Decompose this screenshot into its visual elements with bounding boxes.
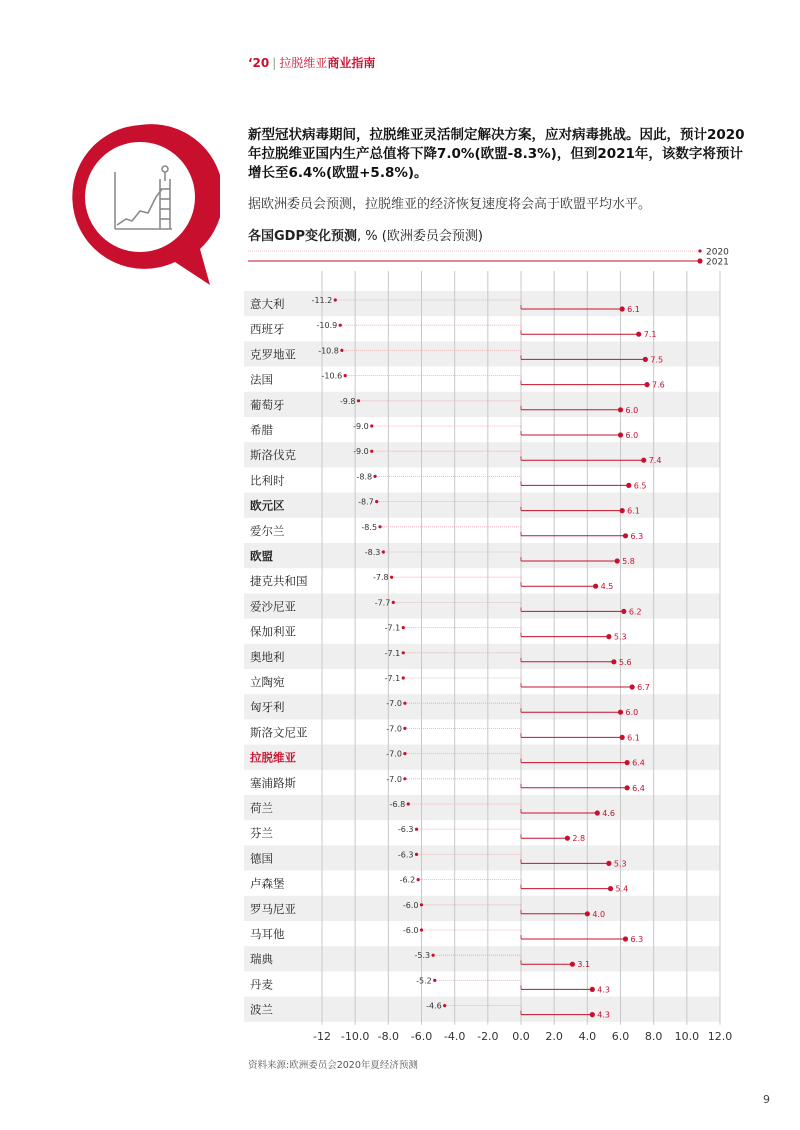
category-label: 欧元区 — [250, 498, 285, 513]
data-label-2021: 6.2 — [628, 607, 642, 617]
category-label: 斯洛文尼亚 — [250, 725, 308, 740]
category-label: 荷兰 — [250, 801, 273, 815]
category-label: 立陶宛 — [250, 675, 285, 689]
data-label-2020: -7.1 — [384, 623, 401, 633]
point-2021 — [625, 760, 630, 765]
data-label-2021: 3.1 — [577, 960, 591, 970]
point-2020 — [415, 853, 418, 856]
row-band — [244, 392, 720, 417]
point-2020 — [375, 500, 378, 503]
point-2020 — [420, 928, 423, 931]
data-label-2020: -10.9 — [316, 321, 338, 331]
point-2021 — [593, 584, 598, 589]
data-label-2021: 5.6 — [618, 657, 632, 667]
point-2021 — [608, 886, 613, 891]
data-label-2021: 6.5 — [633, 481, 647, 491]
point-2020 — [420, 903, 423, 906]
data-label-2020: -8.7 — [358, 497, 374, 507]
row-band — [244, 946, 720, 971]
x-tick-label: 10.0 — [674, 1029, 700, 1043]
point-2020 — [392, 601, 395, 604]
intro-text: 新型冠状病毒期间，拉脱维亚灵活制定解决方案，应对病毒挑战。因此，预计2020年拉脱维亚国内生产总值将下降7.0%(欧盟-8.3%)，但到2021年，该数字将预计增长至6.4%(欧盟+5.8%)。 — [248, 127, 745, 181]
category-label: 奥地利 — [250, 649, 285, 664]
row-band — [244, 795, 720, 820]
data-label-2021: 5.8 — [622, 557, 635, 566]
data-label-2020: -8.3 — [364, 548, 381, 557]
data-label-2021: 6.4 — [632, 783, 645, 793]
x-tick-label: -8.0 — [377, 1029, 400, 1043]
category-label: 斯洛伐克 — [250, 448, 296, 463]
data-label-2020: -6.2 — [399, 875, 416, 885]
data-label-2021: 7.4 — [648, 456, 662, 466]
x-tick-label: 12.0 — [707, 1029, 733, 1043]
x-tick-label: -4.0 — [443, 1029, 466, 1043]
point-2020 — [382, 550, 385, 553]
data-label-2020: -7.7 — [374, 598, 391, 608]
data-label-2021: 5.3 — [613, 859, 627, 869]
point-2021 — [618, 710, 623, 715]
point-2020 — [403, 702, 406, 705]
data-label-2020: -7.0 — [386, 774, 402, 784]
data-label-2021: 4.3 — [597, 1010, 611, 1020]
data-label-2021: 4.0 — [592, 909, 606, 919]
row-band — [244, 694, 720, 719]
row-band — [244, 341, 720, 366]
category-label: 丹麦 — [250, 977, 273, 992]
category-label: 德国 — [250, 851, 273, 866]
category-label: 塞浦路斯 — [250, 775, 296, 790]
point-2020 — [402, 626, 405, 629]
category-label: 爱尔兰 — [250, 523, 285, 538]
category-label: 希腊 — [250, 423, 273, 437]
category-label: 比利时 — [250, 473, 285, 488]
data-label-2020: -6.3 — [397, 825, 414, 835]
point-2021 — [618, 407, 623, 412]
data-label-2020: -7.0 — [386, 749, 402, 759]
data-label-2020: -6.0 — [402, 900, 419, 910]
category-label: 芬兰 — [250, 826, 273, 841]
point-2021 — [623, 936, 628, 941]
point-2021 — [615, 558, 620, 563]
point-2021 — [620, 735, 625, 740]
point-2020 — [339, 324, 342, 327]
point-2021 — [620, 508, 625, 513]
point-2020 — [432, 954, 435, 957]
data-label-2021: 7.6 — [652, 380, 665, 390]
point-2021 — [644, 382, 649, 387]
point-2020 — [403, 777, 406, 780]
point-2021 — [641, 458, 646, 463]
data-label-2020: -4.6 — [426, 1001, 442, 1011]
point-2021 — [595, 810, 600, 815]
intro-subtext: 据欧洲委员会预测，拉脱维亚的经济恢复速度将会高于欧盟平均水平。 — [248, 197, 652, 212]
category-label: 欧盟 — [250, 549, 273, 563]
data-label-2020: -7.0 — [386, 724, 402, 734]
data-label-2021: 5.3 — [613, 632, 627, 642]
page-number: 9 — [763, 1093, 770, 1106]
data-label-2021: 4.5 — [600, 582, 614, 592]
category-label: 马耳他 — [250, 927, 285, 941]
data-label-2021: 6.0 — [625, 405, 639, 415]
legend-label-2020: 2020 — [706, 247, 729, 258]
chart-title-rest: , % (欧洲委员会预测) — [357, 229, 483, 244]
point-2020 — [403, 752, 406, 755]
point-2021 — [590, 1012, 595, 1017]
data-label-2020: -7.8 — [373, 573, 389, 583]
point-2020 — [357, 399, 360, 402]
point-2020 — [378, 525, 381, 528]
point-2021 — [565, 836, 570, 841]
category-label: 拉脱维亚 — [250, 750, 296, 765]
x-tick-label: -2.0 — [477, 1029, 499, 1043]
point-2021 — [620, 306, 625, 311]
data-label-2020: -7.1 — [384, 674, 401, 683]
data-label-2020: -5.2 — [416, 976, 432, 986]
data-label-2021: 4.6 — [602, 809, 616, 818]
point-2021 — [570, 962, 575, 967]
point-2020 — [344, 374, 347, 377]
point-2020 — [433, 979, 436, 982]
x-tick-label: -6.0 — [410, 1029, 433, 1043]
x-tick-label: 6.0 — [611, 1029, 630, 1043]
x-tick-label: 0.0 — [512, 1029, 530, 1043]
row-band — [244, 593, 720, 618]
category-label: 克罗地亚 — [250, 347, 296, 362]
data-label-2020: -9.8 — [339, 396, 356, 406]
point-2020 — [415, 828, 418, 831]
x-tick-label: 4.0 — [578, 1029, 597, 1043]
row-band — [244, 997, 720, 1022]
legend-label-2021: 2021 — [706, 257, 729, 268]
category-label: 卢森堡 — [250, 876, 285, 891]
data-label-2020: -7.1 — [384, 648, 401, 658]
point-2021 — [621, 609, 626, 614]
header-separator: | — [272, 56, 277, 70]
data-label-2021: 6.4 — [632, 758, 645, 768]
data-label-2020: -9.0 — [353, 447, 369, 457]
point-2020 — [370, 424, 373, 427]
point-2021 — [590, 987, 595, 992]
category-label: 葡萄牙 — [250, 397, 285, 412]
data-label-2021: 6.1 — [627, 506, 640, 516]
data-label-2021: 6.1 — [627, 733, 640, 743]
data-label-2020: -5.3 — [414, 951, 431, 961]
data-label-2021: 5.4 — [615, 884, 629, 894]
point-2020 — [402, 676, 405, 679]
data-label-2020: -8.8 — [356, 472, 373, 482]
header-year: ‘20 — [248, 56, 270, 70]
category-label: 意大利 — [250, 297, 285, 311]
data-label-2021: 6.1 — [627, 305, 640, 314]
x-tick-label: -10.0 — [340, 1029, 370, 1043]
x-tick-label: -12 — [313, 1029, 331, 1043]
category-label: 西班牙 — [250, 322, 285, 337]
data-label-2020: -7.0 — [386, 699, 402, 709]
data-label-2021: 6.0 — [625, 431, 639, 440]
data-label-2020: -6.8 — [389, 800, 406, 809]
category-label: 法国 — [250, 372, 273, 387]
data-label-2021: 6.3 — [630, 531, 644, 541]
point-2021 — [636, 332, 641, 337]
point-2020 — [370, 450, 373, 453]
point-2021 — [611, 659, 616, 664]
data-label-2021: 2.8 — [572, 834, 586, 844]
point-2021 — [606, 861, 611, 866]
category-label: 爱沙尼亚 — [250, 599, 296, 614]
row-band — [244, 543, 720, 568]
category-label: 瑞典 — [250, 952, 273, 967]
category-label: 捷克共和国 — [250, 574, 308, 589]
point-2021 — [626, 483, 631, 488]
point-2021 — [623, 533, 628, 538]
data-label-2021: 4.3 — [597, 985, 611, 995]
data-label-2020: -10.6 — [321, 371, 343, 381]
point-2021 — [630, 684, 635, 689]
point-2020 — [402, 651, 405, 654]
data-label-2020: -11.2 — [311, 296, 333, 305]
header-title-light: 拉脱维亚 — [279, 56, 328, 70]
data-label-2020: -8.5 — [361, 522, 378, 532]
point-2021 — [585, 911, 590, 916]
point-2020 — [373, 475, 376, 478]
row-band — [244, 896, 720, 921]
point-2020 — [403, 727, 406, 730]
data-label-2021: 6.3 — [630, 935, 644, 944]
point-2021 — [643, 357, 648, 362]
category-label: 保加利亚 — [250, 624, 296, 639]
point-2020 — [340, 349, 343, 352]
data-label-2020: -6.3 — [397, 850, 414, 860]
row-band — [244, 845, 720, 870]
data-label-2021: 7.1 — [643, 330, 657, 340]
legend-marker-2020 — [698, 249, 701, 252]
category-label: 匈牙利 — [250, 700, 285, 715]
x-tick-label: 2.0 — [545, 1029, 563, 1043]
data-label-2020: -9.0 — [353, 422, 369, 431]
data-label-2021: 6.7 — [637, 683, 650, 692]
point-2020 — [417, 878, 420, 881]
point-2021 — [618, 432, 623, 437]
legend-marker-2021 — [697, 258, 702, 263]
data-label-2020: -6.0 — [402, 926, 419, 935]
row-band — [244, 745, 720, 770]
chart-title-bold: 各国GDP变化预测 — [248, 229, 357, 244]
data-label-2020: -10.8 — [318, 346, 339, 356]
category-label: 罗马尼亚 — [250, 901, 296, 916]
point-2021 — [625, 785, 630, 790]
row-band — [244, 493, 720, 518]
row-band — [244, 644, 720, 669]
point-2020 — [407, 802, 410, 805]
point-2020 — [443, 1004, 446, 1007]
header-title-bold: 商业指南 — [327, 56, 376, 70]
x-tick-label: 8.0 — [644, 1029, 663, 1043]
source-note: 资料来源:欧洲委员会2020年夏经济预测 — [248, 1060, 418, 1071]
point-2020 — [334, 298, 337, 301]
point-2020 — [390, 576, 393, 579]
category-label: 波兰 — [250, 1002, 273, 1017]
data-label-2021: 6.0 — [625, 708, 639, 718]
point-2021 — [606, 634, 611, 639]
data-label-2021: 7.5 — [650, 355, 664, 365]
